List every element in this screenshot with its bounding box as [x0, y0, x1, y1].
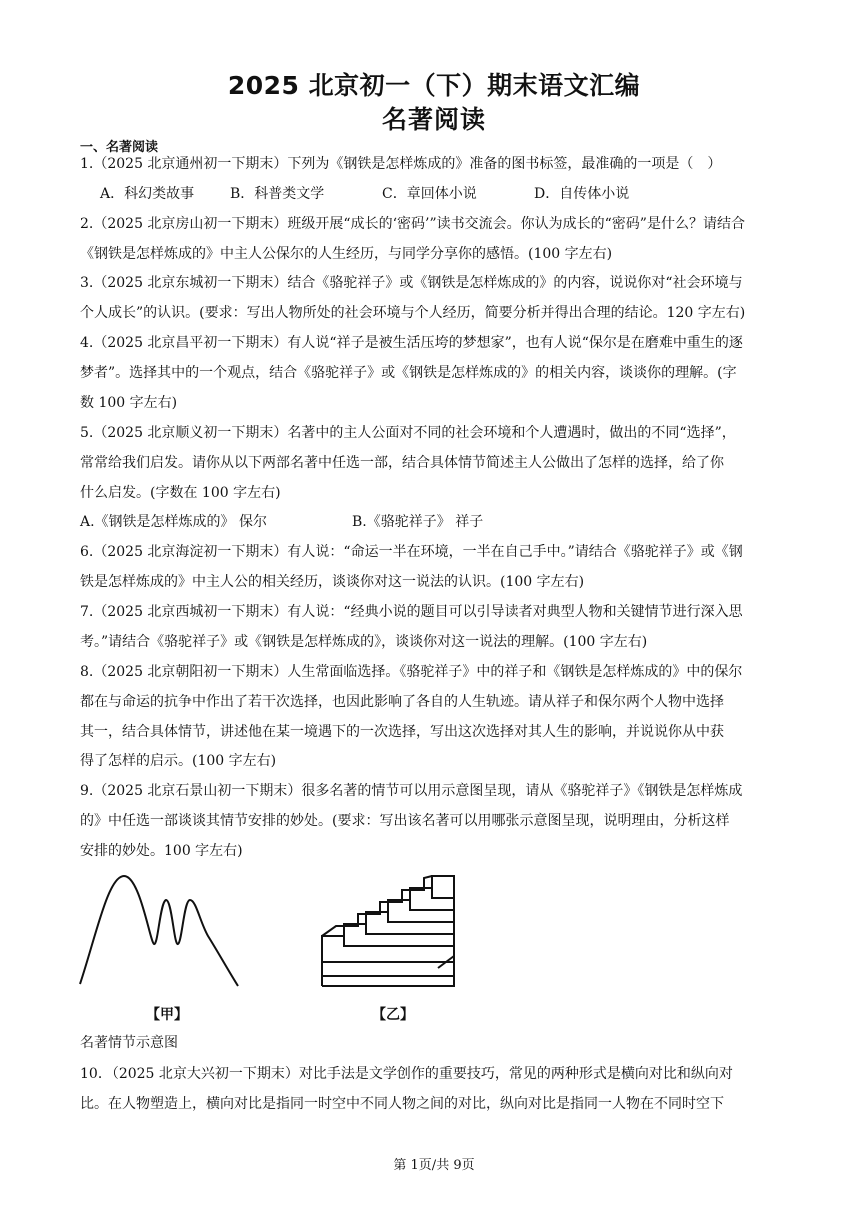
question-5-line-3: 什么启发。(字数在 100 字左右) [80, 485, 281, 501]
question-4-line-2: 梦者”。选择其中的一个观点，结合《骆驼祥子》或《钢铁是怎样炼成的》的相关内容，谈谈你的理解。(字 [80, 365, 737, 381]
option-d: D．自传体小说 [534, 186, 630, 202]
question-8-line-4: 得了怎样的启示。(100 字左右) [80, 753, 277, 769]
jia-curve-diagram [80, 876, 238, 986]
figure-caption: 名著情节示意图 [80, 1035, 178, 1051]
question-10-line-2: 比。在人物塑造上，横向对比是指同一时空中不同人物之间的对比，纵向对比是指同一人物在不同时空下 [80, 1096, 724, 1112]
option-b: B．科普类文学 [230, 186, 325, 202]
option-a: A.《钢铁是怎样炼成的》 保尔 [80, 514, 268, 530]
question-5-options [80, 512, 483, 532]
question-10-line-1: 10．（2025 北京大兴初一下期末）对比手法是文学创作的重要技巧，常见的两种形式是横向对比和纵向对 [80, 1066, 733, 1082]
page-number-footer: 第 1页/共 9页 [393, 1158, 475, 1173]
question-7-line-1: 7.（2025 北京西城初一下期末）有人说：“经典小说的题目可以引导读者对典型人物和关键情节进行深入思 [80, 604, 743, 620]
figure-label-yi: 【乙】 [372, 1007, 414, 1023]
question-8-line-2: 都在与命运的抗争中作出了若干次选择，也因此影响了各自的人生轨迹。请从祥子和保尔两个人物中选择 [80, 694, 724, 710]
question-3-line-1: 3.（2025 北京东城初一下期末）结合《骆驼祥子》或《钢铁是怎样炼成的》的内容，说说你对“社会环境与 [80, 275, 743, 291]
option-c: C．章回体小说 [382, 186, 477, 202]
question-5-line-1: 5.（2025 北京顺义初一下期末）名著中的主人公面对不同的社会环境和个人遭遇时，做出的不同“选择”， [80, 425, 736, 441]
question-4-line-3: 数 100 字左右) [80, 395, 178, 411]
question-5-line-2: 常常给我们启发。请你从以下两部名著中任选一部，结合具体情节简述主人公做出了怎样的选择，给了你 [80, 455, 724, 471]
question-4-line-1: 4.（2025 北京昌平初一下期末）有人说“祥子是被生活压垮的梦想家”，也有人说“保尔是在磨难中重生的逐 [80, 335, 743, 351]
option-b: B.《骆驼祥子》 祥子 [352, 514, 484, 530]
option-a: A．科幻类故事 [100, 186, 195, 202]
section-heading: 一、名著阅读 [80, 140, 159, 155]
question-3-line-2: 个人成长”的认识。(要求：写出人物所处的社会环境与个人经历，简要分析并得出合理的结论。120 字左右) [80, 305, 746, 321]
question-8-line-3: 其一，结合具体情节，讲述他在某一境遇下的一次选择，写出这次选择对其人生的影响，并说说你从中获 [80, 724, 724, 740]
question-9-line-3: 安排的妙处。100 字左右) [80, 843, 243, 859]
figure-label-jia: 【甲】 [146, 1007, 188, 1023]
question-8-line-1: 8.（2025 北京朝阳初一下期末）人生常面临选择。《骆驼祥子》中的祥子和《钢铁是怎样炼成的》中的保尔 [80, 664, 743, 680]
question-9-line-1: 9.（2025 北京石景山初一下期末）很多名著的情节可以用示意图呈现，请从《骆驼祥子》《钢铁是怎样炼成 [80, 783, 743, 799]
question-2-line-1: 2.（2025 北京房山初一下期末）班级开展“成长的‘密码’”读书交流会。你认为成长的“密码”是什么？请结合 [80, 216, 745, 232]
question-1-text: 1.（2025 北京通州初一下期末）下列为《钢铁是怎样炼成的》准备的图书标签，最准确的一项是（ ） [80, 156, 722, 172]
question-6-line-1: 6.（2025 北京海淀初一下期末）有人说：“命运一半在环境，一半在自己手中。”请结合《骆驼祥子》或《钢 [80, 544, 743, 560]
page-subtitle: 名著阅读 [381, 105, 486, 134]
question-2-line-2: 《钢铁是怎样炼成的》中主人公保尔的人生经历，与同学分享你的感悟。(100 字左右) [80, 246, 613, 262]
plot-diagrams [78, 866, 458, 996]
question-7-line-2: 考。”请结合《骆驼祥子》或《钢铁是怎样炼成的》，谈谈你对这一说法的理解。(100 字左右) [80, 634, 648, 650]
question-1-options [100, 184, 629, 204]
question-9-line-2: 的》中任选一部谈谈其情节安排的妙处。(要求：写出该名著可以用哪张示意图呈现，说明理由，分析这样 [80, 813, 730, 829]
page-title: 2025 北京初一（下）期末语文汇编 [227, 71, 641, 100]
yi-staircase-diagram [322, 876, 454, 986]
question-6-line-2: 铁是怎样炼成的》中主人公的相关经历，谈谈你对这一说法的认识。(100 字左右) [80, 574, 585, 590]
